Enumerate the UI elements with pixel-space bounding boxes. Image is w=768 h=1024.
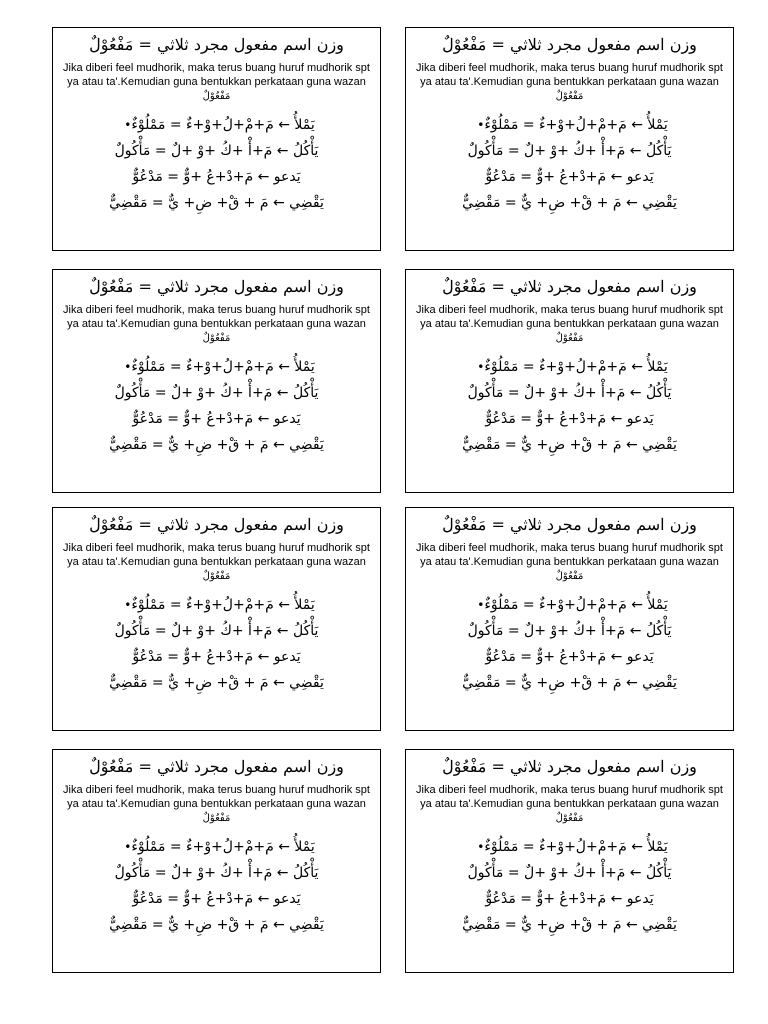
wazan-text: مَفْعُوْلٌ [555, 571, 584, 582]
card-instruction [414, 783, 725, 826]
example-line [406, 112, 733, 138]
instruction-text: Jika diberi feel mudhorik, maka terus buang huruf mudhorik spt ya atau ta'.Kemudian guna bentukkan perkataan guna wazan [416, 784, 723, 810]
example-line [406, 354, 733, 380]
example-line: يَدعو ← مَ+دْ+عُ +وٌّ = مَدْعُوٌّ [132, 411, 301, 427]
example-line: يَدعو ← مَ+دْ+عُ +وٌّ = مَدْعُوٌّ [485, 649, 654, 665]
example-line: يَقْضِي ← مَ + قْ+ ضِ+ يٌّ = مَقْضِيٌّ [462, 675, 677, 691]
card-instruction [414, 541, 725, 584]
instruction-text: Jika diberi feel mudhorik, maka terus buang huruf mudhorik spt ya atau ta'.Kemudian guna bentukkan perkataan guna wazan [63, 62, 370, 88]
example-text: يَمْلأُ ← مَ+مْ+لُ+وْ+ءٌ = مَمْلُوْءٌ [131, 359, 315, 375]
wazan-text: مَفْعُوْلٌ [555, 813, 584, 824]
example-line [406, 592, 733, 618]
card-title: وزن اسم مفعول مجرد ثلاثي = مَفْعُوْلٌ [442, 515, 697, 534]
card-instruction [61, 303, 372, 346]
card-instruction [414, 303, 725, 346]
flashcard [52, 27, 381, 251]
card-title: وزن اسم مفعول مجرد ثلاثي = مَفْعُوْلٌ [442, 757, 697, 776]
instruction-text: Jika diberi feel mudhorik, maka terus buang huruf mudhorik spt ya atau ta'.Kemudian guna bentukkan perkataan guna wazan [63, 542, 370, 568]
example-line: يَأْكُلُ ← مَ+أْ +كُ +وْ +لٌ = مَأْكُولٌ [467, 385, 672, 401]
example-line: يَأْكُلُ ← مَ+أْ +كُ +وْ +لٌ = مَأْكُولٌ [467, 623, 672, 639]
wazan-text: مَفْعُوْلٌ [202, 91, 231, 102]
card-title: وزن اسم مفعول مجرد ثلاثي = مَفْعُوْلٌ [442, 35, 697, 54]
example-line: يَأْكُلُ ← مَ+أْ +كُ +وْ +لٌ = مَأْكُولٌ [114, 865, 319, 881]
example-list [406, 834, 733, 938]
example-line: يَقْضِي ← مَ + قْ+ ضِ+ يٌّ = مَقْضِيٌّ [109, 195, 324, 211]
flashcard [405, 507, 734, 731]
example-list [406, 354, 733, 458]
card-title: وزن اسم مفعول مجرد ثلاثي = مَفْعُوْلٌ [89, 35, 344, 54]
example-line: يَدعو ← مَ+دْ+عُ +وٌّ = مَدْعُوٌّ [132, 891, 301, 907]
flashcard [405, 269, 734, 493]
card-instruction [61, 783, 372, 826]
bullet-icon: • [124, 360, 132, 374]
bullet-icon: • [124, 118, 132, 132]
example-line: يَدعو ← مَ+دْ+عُ +وٌّ = مَدْعُوٌّ [132, 169, 301, 185]
wazan-text: مَفْعُوْلٌ [555, 91, 584, 102]
flashcard [52, 507, 381, 731]
example-line: يَدعو ← مَ+دْ+عُ +وٌّ = مَدْعُوٌّ [485, 411, 654, 427]
example-line [53, 112, 380, 138]
example-line: يَأْكُلُ ← مَ+أْ +كُ +وْ +لٌ = مَأْكُولٌ [467, 865, 672, 881]
flashcard [52, 269, 381, 493]
example-line: يَدعو ← مَ+دْ+عُ +وٌّ = مَدْعُوٌّ [485, 169, 654, 185]
example-text: يَمْلأُ ← مَ+مْ+لُ+وْ+ءٌ = مَمْلُوْءٌ [131, 597, 315, 613]
example-line: يَقْضِي ← مَ + قْ+ ضِ+ يٌّ = مَقْضِيٌّ [109, 917, 324, 933]
wazan-text: مَفْعُوْلٌ [202, 571, 231, 582]
example-line: يَأْكُلُ ← مَ+أْ +كُ +وْ +لٌ = مَأْكُولٌ [114, 623, 319, 639]
example-line: يَقْضِي ← مَ + قْ+ ضِ+ يٌّ = مَقْضِيٌّ [462, 917, 677, 933]
example-text: يَمْلأُ ← مَ+مْ+لُ+وْ+ءٌ = مَمْلُوْءٌ [484, 597, 668, 613]
example-text: يَمْلأُ ← مَ+مْ+لُ+وْ+ءٌ = مَمْلُوْءٌ [484, 839, 668, 855]
flashcard [52, 749, 381, 973]
example-list [53, 112, 380, 216]
example-list [406, 592, 733, 696]
example-line: يَقْضِي ← مَ + قْ+ ضِ+ يٌّ = مَقْضِيٌّ [109, 437, 324, 453]
example-line [406, 834, 733, 860]
example-text: يَمْلأُ ← مَ+مْ+لُ+وْ+ءٌ = مَمْلُوْءٌ [484, 359, 668, 375]
wazan-text: مَفْعُوْلٌ [555, 333, 584, 344]
example-line [53, 592, 380, 618]
instruction-text: Jika diberi feel mudhorik, maka terus buang huruf mudhorik spt ya atau ta'.Kemudian guna bentukkan perkataan guna wazan [63, 304, 370, 330]
bullet-icon: • [124, 840, 132, 854]
card-instruction [414, 61, 725, 104]
example-line [53, 354, 380, 380]
instruction-text: Jika diberi feel mudhorik, maka terus buang huruf mudhorik spt ya atau ta'.Kemudian guna bentukkan perkataan guna wazan [416, 542, 723, 568]
example-line: يَأْكُلُ ← مَ+أْ +كُ +وْ +لٌ = مَأْكُولٌ [467, 143, 672, 159]
example-line: يَقْضِي ← مَ + قْ+ ضِ+ يٌّ = مَقْضِيٌّ [462, 195, 677, 211]
flashcard [405, 749, 734, 973]
card-title: وزن اسم مفعول مجرد ثلاثي = مَفْعُوْلٌ [442, 277, 697, 296]
example-line: يَدعو ← مَ+دْ+عُ +وٌّ = مَدْعُوٌّ [132, 649, 301, 665]
example-line: يَقْضِي ← مَ + قْ+ ضِ+ يٌّ = مَقْضِيٌّ [109, 675, 324, 691]
example-text: يَمْلأُ ← مَ+مْ+لُ+وْ+ءٌ = مَمْلُوْءٌ [484, 117, 668, 133]
flashcard [405, 27, 734, 251]
example-line: يَأْكُلُ ← مَ+أْ +كُ +وْ +لٌ = مَأْكُولٌ [114, 143, 319, 159]
instruction-text: Jika diberi feel mudhorik, maka terus buang huruf mudhorik spt ya atau ta'.Kemudian guna bentukkan perkataan guna wazan [416, 62, 723, 88]
bullet-icon: • [124, 598, 132, 612]
example-list [53, 834, 380, 938]
example-list [53, 354, 380, 458]
example-line [53, 834, 380, 860]
wazan-text: مَفْعُوْلٌ [202, 813, 231, 824]
bullet-icon: • [477, 118, 485, 132]
card-title: وزن اسم مفعول مجرد ثلاثي = مَفْعُوْلٌ [89, 757, 344, 776]
example-line: يَقْضِي ← مَ + قْ+ ضِ+ يٌّ = مَقْضِيٌّ [462, 437, 677, 453]
example-text: يَمْلأُ ← مَ+مْ+لُ+وْ+ءٌ = مَمْلُوْءٌ [131, 117, 315, 133]
bullet-icon: • [477, 598, 485, 612]
card-title: وزن اسم مفعول مجرد ثلاثي = مَفْعُوْلٌ [89, 515, 344, 534]
example-list [53, 592, 380, 696]
card-title: وزن اسم مفعول مجرد ثلاثي = مَفْعُوْلٌ [89, 277, 344, 296]
bullet-icon: • [477, 840, 485, 854]
instruction-text: Jika diberi feel mudhorik, maka terus buang huruf mudhorik spt ya atau ta'.Kemudian guna bentukkan perkataan guna wazan [63, 784, 370, 810]
wazan-text: مَفْعُوْلٌ [202, 333, 231, 344]
card-instruction [61, 61, 372, 104]
example-list [406, 112, 733, 216]
bullet-icon: • [477, 360, 485, 374]
example-line: يَدعو ← مَ+دْ+عُ +وٌّ = مَدْعُوٌّ [485, 891, 654, 907]
example-text: يَمْلأُ ← مَ+مْ+لُ+وْ+ءٌ = مَمْلُوْءٌ [131, 839, 315, 855]
card-instruction [61, 541, 372, 584]
instruction-text: Jika diberi feel mudhorik, maka terus buang huruf mudhorik spt ya atau ta'.Kemudian guna bentukkan perkataan guna wazan [416, 304, 723, 330]
example-line: يَأْكُلُ ← مَ+أْ +كُ +وْ +لٌ = مَأْكُولٌ [114, 385, 319, 401]
